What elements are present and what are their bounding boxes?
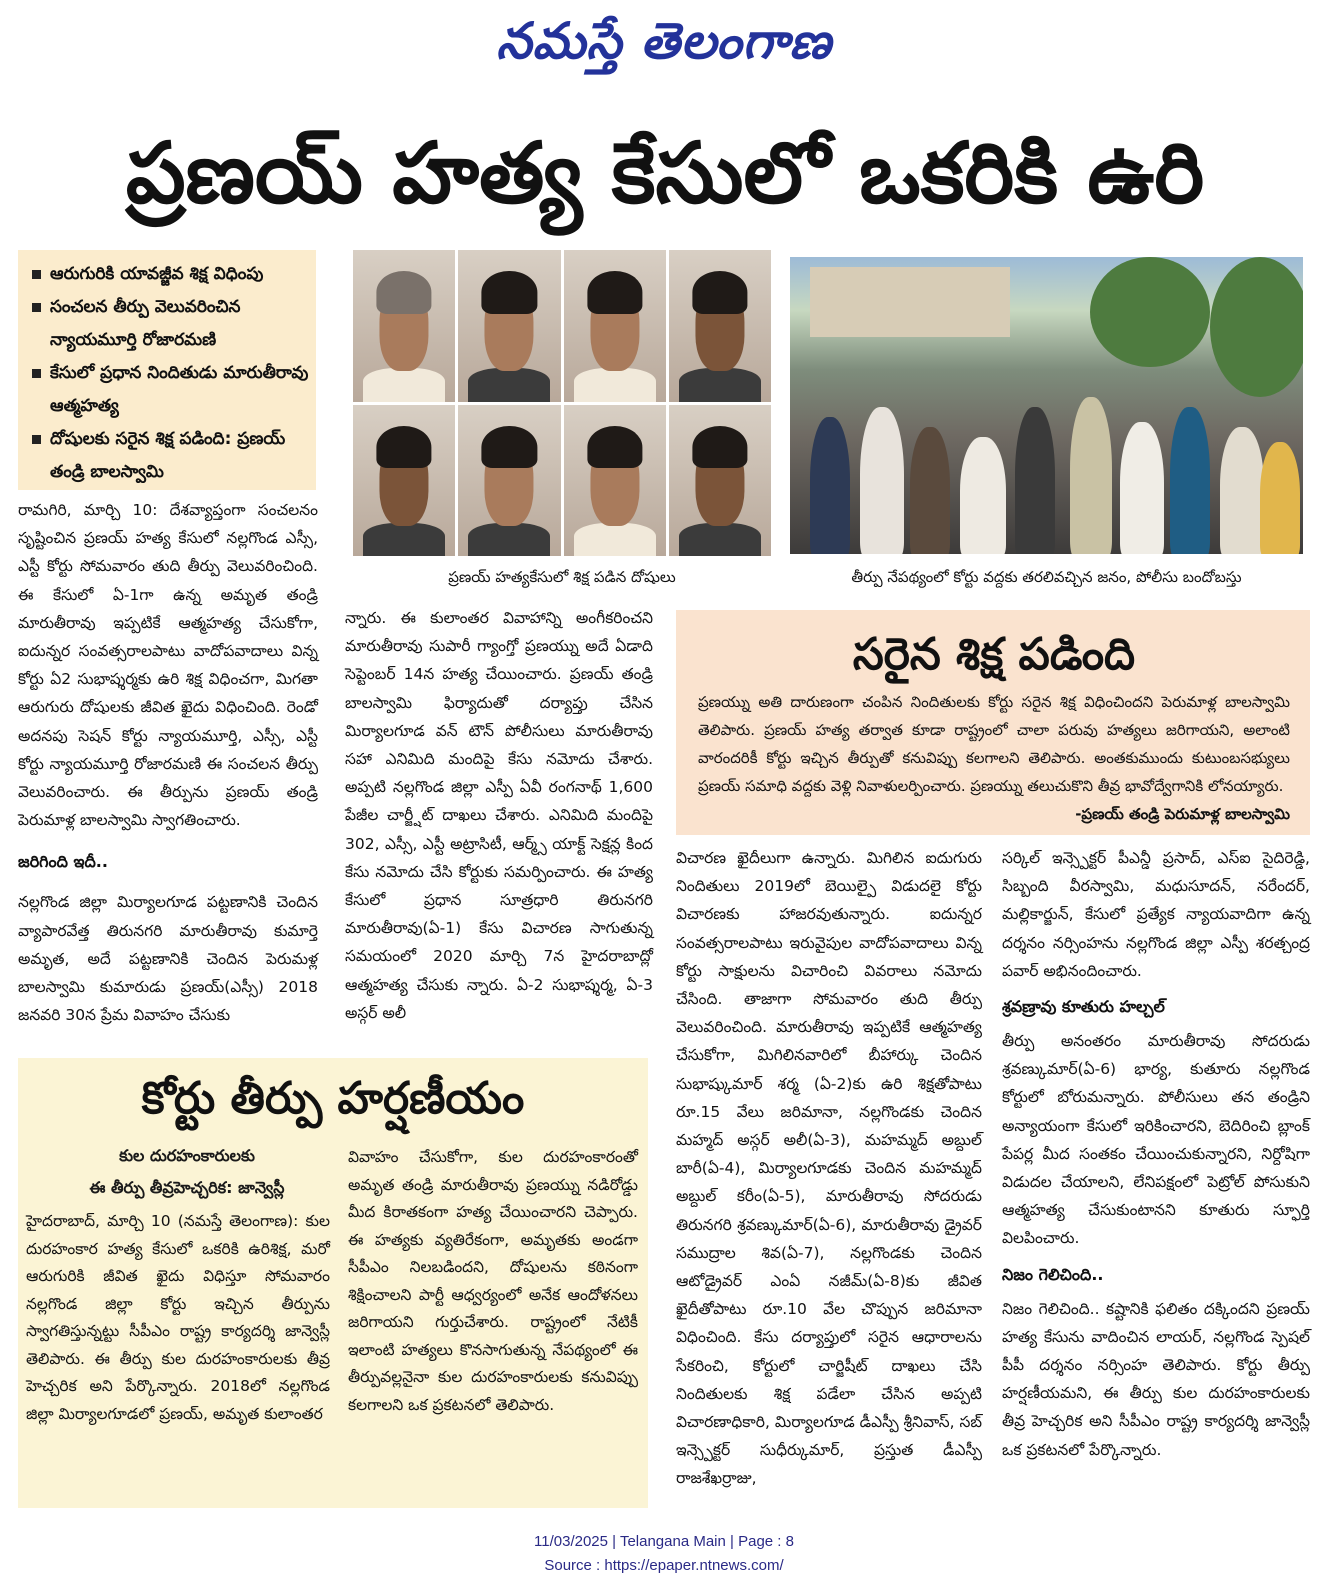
footer-edition-info: 11/03/2025 | Telangana Main | Page : 8 <box>534 1533 794 1550</box>
highlight-item: దోషులకు సరైన శిక్ష పడింది: ప్రణయ్ తండ్రి బాలస్వామి <box>28 423 310 489</box>
cpm-subhead-1: కుల దురహంకారులకు <box>119 1146 255 1165</box>
convicts-photo-caption: ప్రణయ్ హత్యకేసులో శిక్ష పడిన దోషులు <box>448 568 676 586</box>
highlight-item: ఆరుగురికి యావజ్జీవ శిక్ష విధింపు <box>28 258 310 291</box>
convict-photo <box>353 405 455 557</box>
convict-photo <box>564 405 666 557</box>
cpm-column-2 <box>348 1144 638 1500</box>
story-column-4 <box>1002 844 1310 1504</box>
story-body: సర్కిల్ ఇన్స్పెక్టర్ పీఎన్డీ ప్రసాద్, ఎస్ఐ సైదిరెడ్డి, సిబ్బంది వీరస్వామి, మధుసూదన్, నరేందర్, మల్లికార్జున్, కేసులో ప్రత్యేక న్యాయవాదిగా ఉన్న దర్శనం నర్సింహను నల్లగొండ జిల్లా ఎస్పీ శరత్చంద్ర పవార్ అభినందించారు. <box>1002 849 1310 980</box>
cpm-subhead-2: ఈ తీర్పు తీవ్రహెచ్చరిక: జాన్వెస్లీ <box>89 1178 285 1197</box>
father-statement-title: సరైన శిక్ష పడింది <box>852 629 1136 680</box>
story-column-2 <box>345 604 653 1052</box>
newspaper-masthead: నమస్తే తెలంగాణ <box>496 11 832 70</box>
story-body: న్నారు. ఈ కులాంతర వివాహాన్ని అంగీకరించని మారుతీరావు సుపారీ గ్యాంగ్తో ప్రణయ్ను అదే ఏడాది సెప్టెంబర్ 14న హత్య చేయించారు. ప్రణయ్ తండ్రి బాలస్వామి ఫిర్యాదుతో దర్యాప్తు చేసిన మిర్యాలగూడ వన్ టౌన్ పోలీసులు మారుతీరావు సహా ఎనిమిది మందిపై కేసు నమోదు చేశారు. అప్పటి నల్లగొండ జిల్లా ఎస్పీ ఏవీ రంగనాథ్ 1,600 పేజీల చార్జ్షీట్ దాఖలు చేశారు. ఎనిమిది మందిపై 302, ఎస్సీ, ఎస్టీ అట్రాసిటీ, ఆర్మ్స్ యాక్ట్ సెక్షన్ల కింద కేసు నమోదు చేసి కోర్టుకు సమర్పించారు. ఈ హత్య కేసులో ప్రధాన సూత్రధారి తిరునగరి మారుతీరావు(ఏ-1) కేసు విచారణ సాగుతున్న సమయంలో 2020 మార్చి 7న హైదరాబాద్లో ఆత్మహత్య చేసుకు న్నారు. ఏ-2 సుభాష్శర్మ, ఏ-3 అస్గర్ అలీ <box>345 609 653 1022</box>
highlight-item: సంచలన తీర్పు వెలువరించిన న్యాయమూర్తి రోజారమణి <box>28 291 310 357</box>
crowd-photo-caption: తీర్పు నేపథ్యంలో కోర్టు వద్దకు తరలివచ్చిన జనం, పోలీసు బందోబస్తు <box>851 568 1242 586</box>
convict-photo <box>458 405 560 557</box>
convict-photo <box>669 250 771 402</box>
convict-photo <box>353 250 455 402</box>
story-body: తీర్పు అనంతరం మారుతీరావు సోదరుడు శ్రవణ్కుమార్(ఏ-6) భార్య, కుతూరు నల్లగొండ కోర్టులో బోరుమన్నారు. పోలీసులు తన తండ్రిని అన్యాయంగా కేసులో ఇరికించారని, బెదిరించి బ్లాంక్ పేపర్ల మీద సంతకం చేయించుకున్నారని, నిర్దోషిగా విడుదల చేయాలని, లేనిపక్షంలో పెట్రోల్ పోసుకుని ఆత్మహత్య చేసుకుంటానని కూతురు స్ఫూర్తి విలపించారు. <box>1002 1032 1310 1248</box>
convicts-photo-grid <box>353 250 771 556</box>
story-subhead-daughter: శ్రవణ్రావు కూతురు హల్చల్ <box>1002 997 1165 1017</box>
story-column-3 <box>676 844 982 1504</box>
story-body: విచారణ ఖైదీలుగా ఉన్నారు. మిగిలిన ఐదుగురు నిందితులు 2019లో బెయిల్పై విడుదలై కోర్టు విచారణకు హాజరవుతున్నారు. ఐదున్నర సంవత్సరాలపాటు ఇరువైపుల వాదోపవాదాలు విన్న కోర్టు సాక్షులను విచారించి వివరాలు నమోదు చేసింది. తాజాగా సోమవారం తుది తీర్పు వెలువరించింది. మారుతీరావు ఇప్పటికే ఆత్మహత్య చేసుకోగా, మిగిలినవారిలో బీహార్కు చెందిన సుభాష్కుమార్ శర్మ (ఏ-2)కు ఉరి శిక్షతోపాటు రూ.15 వేలు జరిమానా, నల్లగొండకు చెందిన మహ్మద్ అస్గర్ అలీ(ఏ-3), మహమ్మద్ అబ్దుల్ బారీ(ఏ-4), మిర్యాలగూడకు చెందిన మహమ్మద్ అబ్దుల్ కరీం(ఏ-5), మారుతీరావు సోదరుడు తిరునగరి శ్రవణ్కుమార్(ఏ-6), మారుతీరావు డ్రైవర్ సముద్రాల శివ(ఏ-7), నల్లగొండకు చెందిన ఆటోడ్రైవర్ ఎంఏ నజీమ్(ఏ-8)కు జీవిత ఖైదీతోపాటు రూ.10 వేల చొప్పున జరిమానా విధించింది. కేసు దర్యాప్తులో సరైన ఆధారాలను సేకరించి, కోర్టులో చార్జిషీట్ దాఖలు చేసి నిందితులకు శిక్ష పడేలా చేసిన అప్పటి విచారణాధికారి, మిర్యాలగూడ డీఎస్పీ శ్రీనివాస్, సబ్ ఇన్స్పెక్టర్ సుధీర్కుమార్, ప్రస్తుత డీఎస్పీ రాజశేఖర్రాజు, <box>676 849 982 1488</box>
story-subhead-what-happened: జరిగింది ఇదీ.. <box>18 852 108 872</box>
highlights-box <box>18 250 316 490</box>
cpm-statement-title: కోర్టు తీర్పు హర్షణీయం <box>141 1073 525 1124</box>
story-subhead-truth-won: నిజం గెలిచింది.. <box>1002 1264 1104 1284</box>
father-statement-box <box>676 610 1310 835</box>
father-statement-attribution: -ప్రణయ్ తండ్రి పెరుమాళ్ల బాలస్వామి <box>1075 805 1290 823</box>
cpm-statement-box <box>18 1058 648 1508</box>
crowd-photo <box>790 257 1303 554</box>
page-footer <box>0 1530 1328 1586</box>
cpm-column-1 <box>26 1208 330 1500</box>
story-column-1 <box>18 496 318 1056</box>
convict-photo <box>669 405 771 557</box>
convict-photo <box>564 250 666 402</box>
convict-photo <box>458 250 560 402</box>
cpm-body: వివాహం చేసుకోగా, కుల దురహంకారంతో అమృత తండ్రి మారుతీరావు ప్రణయ్ను నడిరోడ్డు మీద కిరాతకంగా హత్య చేయించారని చెప్పారు. ఈ హత్యకు వ్యతిరేకంగా, అమృతకు అండగా సీపీఎం నిలబడిందని, దోషులను కఠినంగా శిక్షించాలని పార్టీ ఆధ్వర్యంలో అనేక ఆందోళనలు జరిగాయని గుర్తుచేశారు. రాష్ట్రంలో నేటికీ ఇలాంటి హత్యలు కొనసాగుతున్న నేపథ్యంలో ఈ తీర్పువల్లనైనా కుల దురహంకారులకు కనువిప్పు కలగాలని ఒక ప్రకటనలో తెలిపారు. <box>348 1148 638 1414</box>
father-statement-text: ప్రణయ్ను అతి దారుణంగా చంపిన నిందితులకు కోర్టు సరైన శిక్ష విధించిందని పెరుమాళ్ల బాలస్వామి తెలిపారు. ప్రణయ్ హత్య తర్వాత కూడా రాష్ట్రంలో చాలా పరువు హత్యలు జరిగాయని, అలాంటి వారందరికీ కోర్టు ఇచ్చిన తీర్పుతో కనువిప్పు కలగాలని తెలిపారు. అంతకుముందు కుటుంబసభ్యులు ప్రణయ్ సమాధి వద్దకు వెళ్లి నివాళులర్పించారు. ప్రణయ్ను తలుచుకొని తీవ్ర భావోద్వేగానికి లోనయ్యారు. <box>698 693 1290 795</box>
footer-source-link[interactable]: Source : https://epaper.ntnews.com/ <box>544 1557 784 1574</box>
story-intro: రామగిరి, మార్చి 10: దేశవ్యాప్తంగా సంచలనం సృష్టించిన ప్రణయ్ హత్య కేసులో నల్లగొండ ఎస్సీ, ఎస్టీ కోర్టు సోమవారం తుది తీర్పు వెలువరించింది. ఈ కేసులో ఏ-1గా ఉన్న అమృత తండ్రి మారుతీరావు ఇప్పటికే ఆత్మహత్య చేసుకోగా, ఐదున్నర సంవత్సరాలపాటు వాదోపవాదాలు విన్న కోర్టు ఏ2 సుభాష్శర్మకు ఉరి శిక్ష విధించగా, మిగతా ఆరుగురు దోషులకు జీవిత ఖైదు విధించింది. రెండో అదనపు సెషన్ కోర్టు న్యాయమూర్తి, ఎస్సీ, ఎస్టీ కోర్టు న్యాయమూర్తి రోజారమణి ఈ సంచలన తీర్పు వెలువరించారు. ఈ తీర్పును ప్రణయ్ తండ్రి పెరుమాళ్ల బాలస్వామి స్వాగతించారు. <box>18 501 318 830</box>
cpm-body: హైదరాబాద్, మార్చి 10 (నమస్తే తెలంగాణ): కుల దురహంకార హత్య కేసులో ఒకరికి ఉరిశిక్ష, మరో ఆరుగురికి జీవిత ఖైదు విధిస్తూ సోమవారం నల్లగొండ జిల్లా కోర్టు ఇచ్చిన తీర్పును స్వాగతిస్తున్నట్టు సీపీఎం రాష్ట్ర కార్యదర్శి జాన్వెస్లీ తెలిపారు. ఈ తీర్పు కుల దురహంకారులకు తీవ్ర హెచ్చరిక అని పేర్కొన్నారు. 2018లో నల్లగొండ జిల్లా మిర్యాలగూడలో ప్రణయ్, అమృత కులాంతర <box>26 1212 330 1423</box>
story-body: నిజం గెలిచింది.. కష్టానికి ఫలితం దక్కిందని ప్రణయ్ హత్య కేసును వాదించిన లాయర్, నల్లగొండ స్పెషల్ పీపీ దర్శనం నర్సింహ తెలిపారు. కోర్టు తీర్పు హర్షణీయమని, ఈ తీర్పు కుల దురహంకారులకు తీవ్ర హెచ్చరిక అని సీపీఎం రాష్ట్ర కార్యదర్శి జాన్వెస్లీ ఒక ప్రకటనలో పేర్కొన్నారు. <box>1002 1299 1310 1459</box>
highlight-item: కేసులో ప్రధాన నిందితుడు మారుతీరావు ఆత్మహత్య <box>28 357 310 423</box>
story-body: నల్లగొండ జిల్లా మిర్యాలగూడ పట్టణానికి చెందిన వ్యాపారవేత్త తిరునగరి మారుతీరావు కుమార్తె అమృత, అదే పట్టణానికి చెందిన పెరుమళ్ల బాలస్వామి కుమారుడు ప్రణయ్(ఎస్సీ) 2018 జనవరి 30న ప్రేమ వివాహం చేసుకు <box>18 893 318 1025</box>
main-headline: ప్రణయ్ హత్య కేసులో ఒకరికి ఉరి <box>125 123 1205 222</box>
